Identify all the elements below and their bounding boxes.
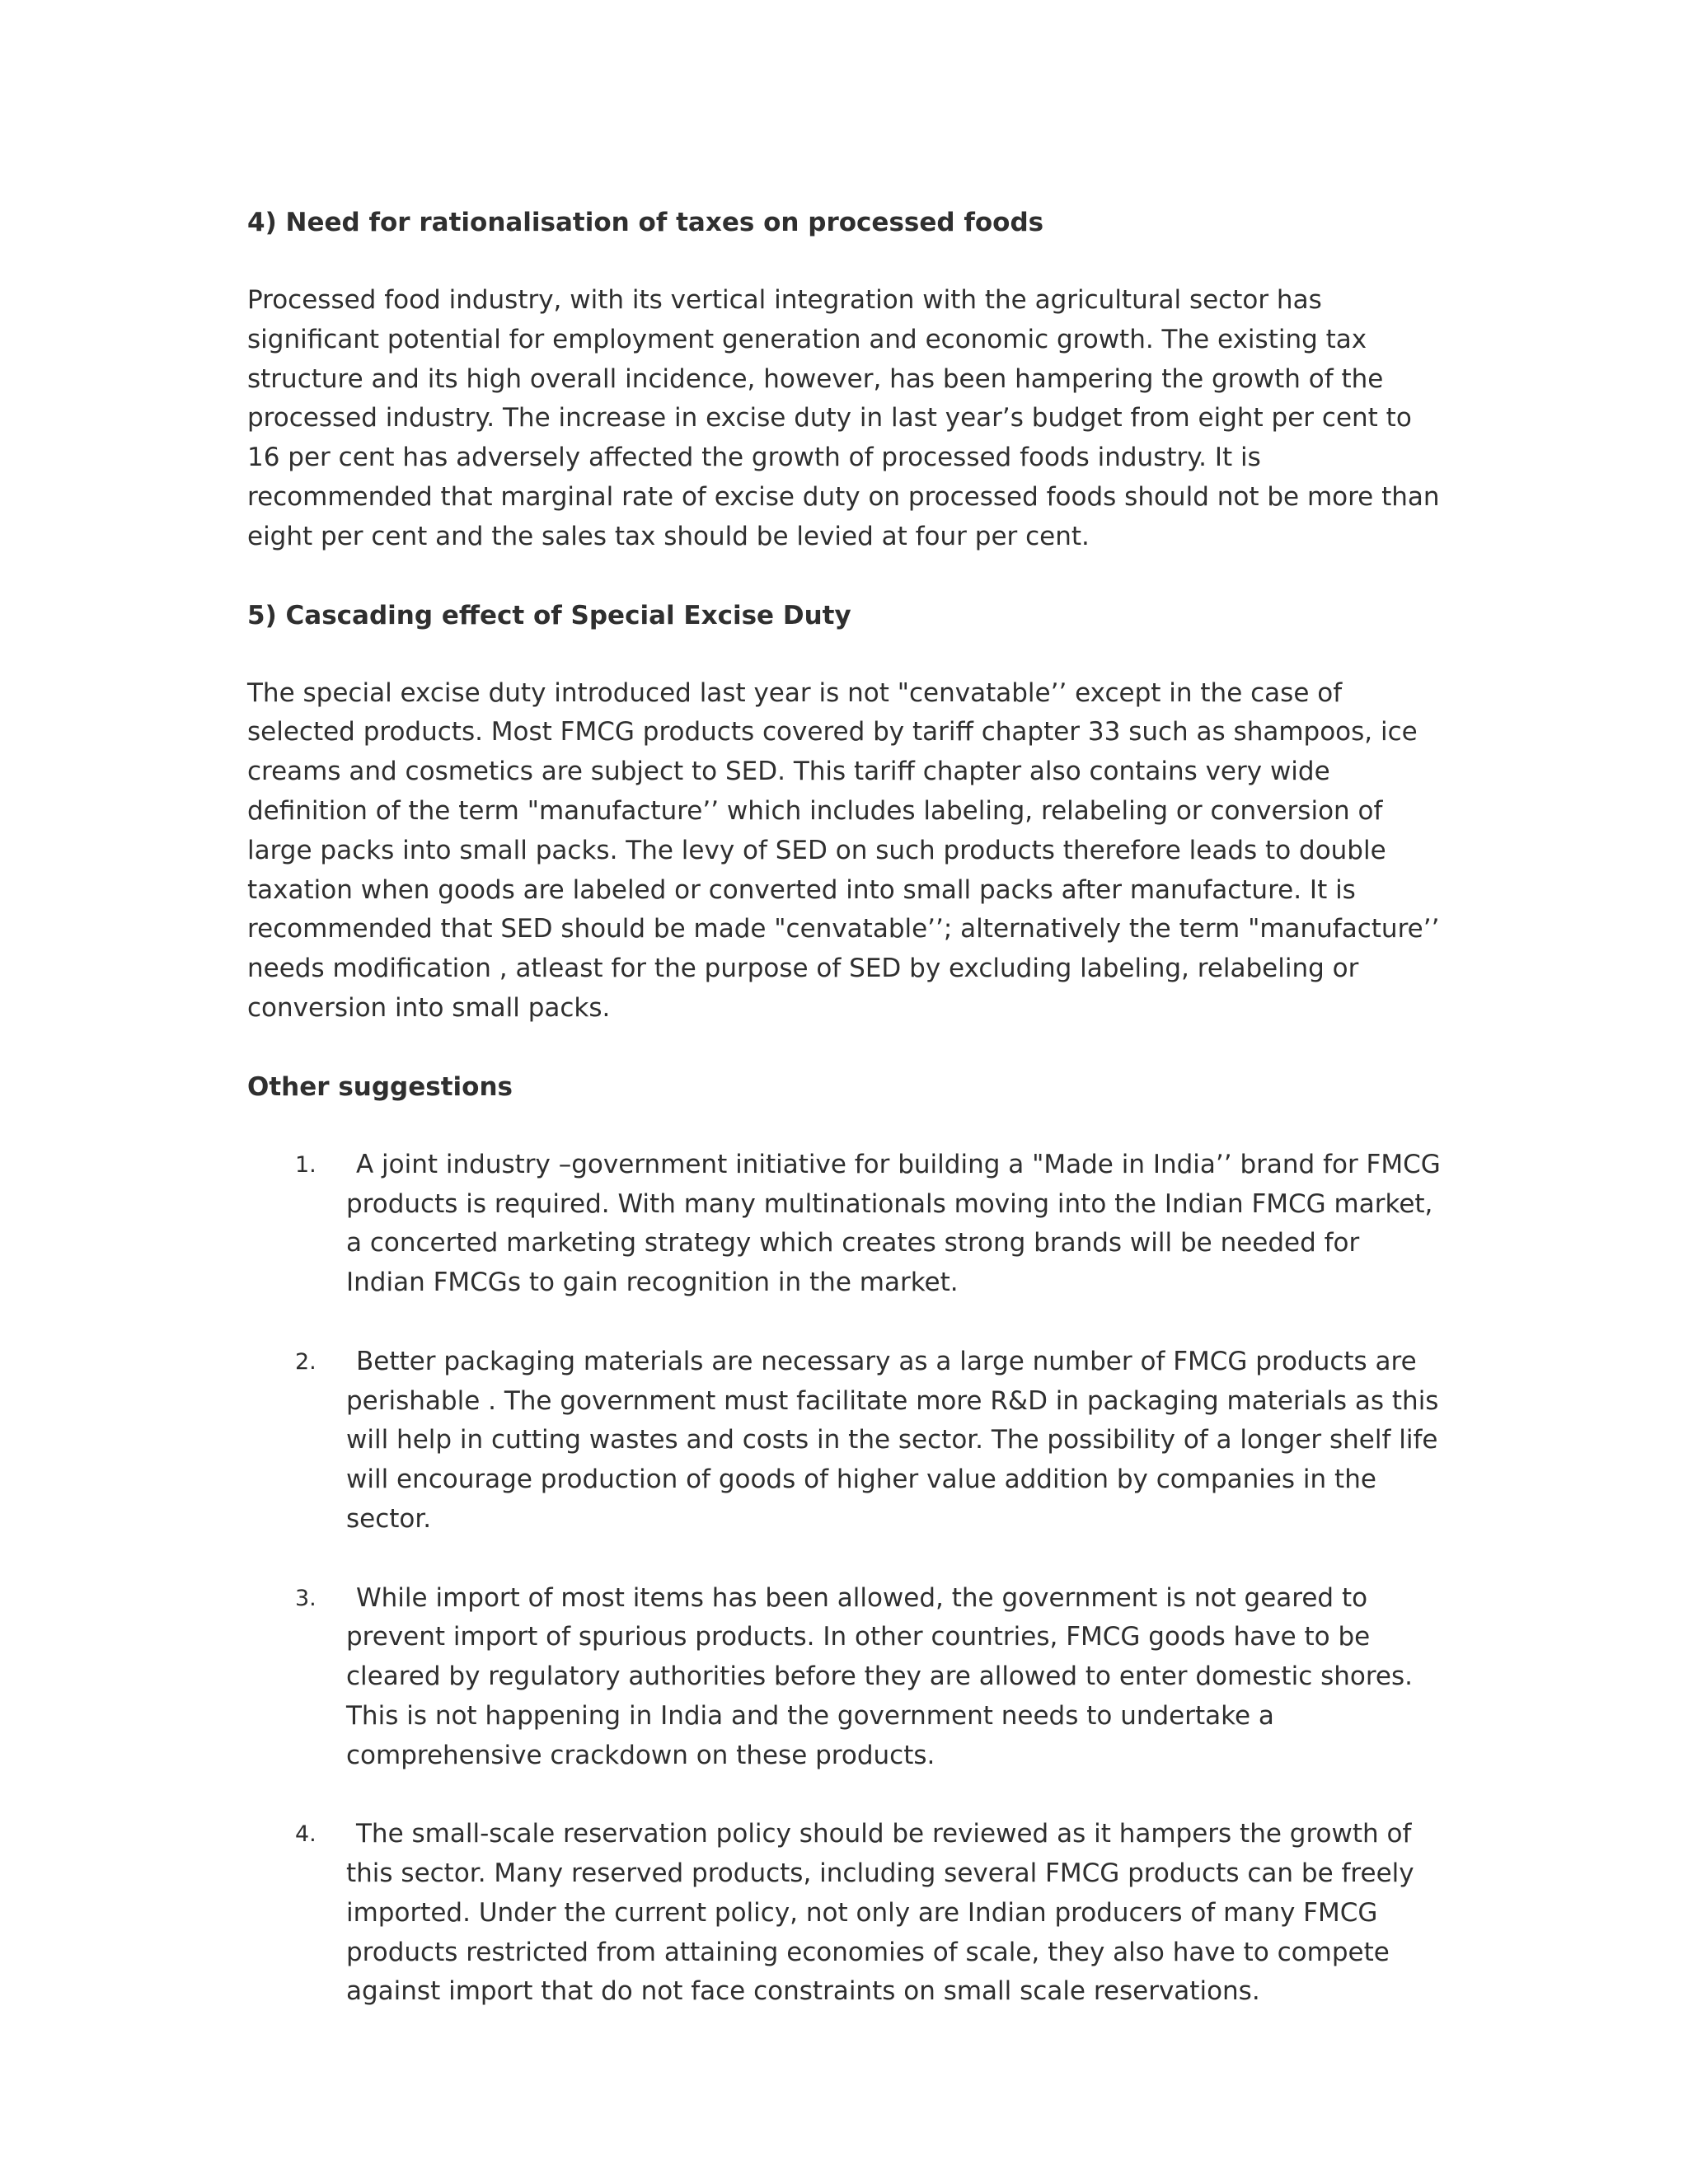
- spacer: [247, 1029, 1442, 1067]
- list-item: [247, 1343, 1442, 1540]
- list-item-text: While import of most items has been allowed, the government is not geared to prevent import of spurious products. In other countries, FMCG goods have to be cleared by regulatory authorities before they are allowed to enter domestic shores. This is not happening in India and the government needs to undertake a comprehensive crackdown on these products.: [346, 1582, 1414, 1770]
- section-5-heading: 5) Cascading effect of Special Excise Duty: [247, 600, 851, 630]
- list-item-number: 2.: [295, 1348, 316, 1375]
- list-item-text: Better packaging materials are necessary as a large number of FMCG products are perishable . The government must facilitate more R&D in packaging materials as this will help in cutting wastes and costs in the sector. The possibility of a longer shelf life will encourage production of goods of higher value addition by companies in the sector.: [346, 1346, 1439, 1534]
- list-item: [247, 1146, 1442, 1303]
- other-suggestions-heading: Other suggestions: [247, 1071, 513, 1102]
- section-4-paragraph: Processed food industry, with its vertical integration with the agricultural sector has significant potential for employment generation and economic growth. The existing tax structure and its high overall incidence, however, has been hampering the growth of the processed industry. The increase in excise duty in last year’s budget from eight per cent to 16 per cent has adversely affected the growth of processed foods industry. It is recommended that marginal rate of excise duty on processed foods should not be more than eight per cent and the sales tax should be levied at four per cent.: [247, 285, 1440, 551]
- spacer: [247, 1107, 1442, 1146]
- list-item-number: 1.: [295, 1151, 316, 1178]
- document-page: [247, 203, 1442, 2012]
- list-item-number: 4.: [295, 1821, 316, 1848]
- list-item-text: A joint industry –government initiative for building a "Made in India’’ brand for FMCG products is required. With many multinationals moving into the Indian FMCG market, a concerted marketing strategy which creates strong brands will be needed for Indian FMCGs to gain recognition in the market.: [346, 1149, 1441, 1298]
- spacer: [247, 635, 1442, 674]
- spacer: [247, 242, 1442, 281]
- list-item-text: The small-scale reservation policy should be reviewed as it hampers the growth of this sector. Many reserved products, including several FMCG products can be freely imported. Under the current policy, not only are Indian producers of many FMCG products restricted from attaining economies of scale, they also have to compete against import that do not face constraints on small scale reservations.: [346, 1819, 1414, 2007]
- spacer: [247, 557, 1442, 596]
- section-4-heading: 4) Need for rationalisation of taxes on processed foods: [247, 208, 1044, 237]
- suggestions-list: [247, 1146, 1442, 2013]
- list-item: [247, 1579, 1442, 1776]
- list-item: [247, 1815, 1442, 2012]
- section-5-paragraph: The special excise duty introduced last year is not "cenvatable’’ except in the case of selected products. Most FMCG products covered by tariff chapter 33 such as shampoos, ice creams and cosmetics are subject to SED. This tariff chapter also contains very wide definition of the term "manufacture’’ which includes labeling, relabeling or conversion of large packs into small packs. The levy of SED on such products therefore leads to double taxation when goods are labeled or converted into small packs after manufacture. It is recommended that SED should be made "cenvatable’’; alternatively the term "manufacture’’ needs modification , atleast for the purpose of SED by excluding labeling, relabeling or conversion into small packs.: [247, 677, 1440, 1023]
- list-item-number: 3.: [295, 1585, 316, 1611]
